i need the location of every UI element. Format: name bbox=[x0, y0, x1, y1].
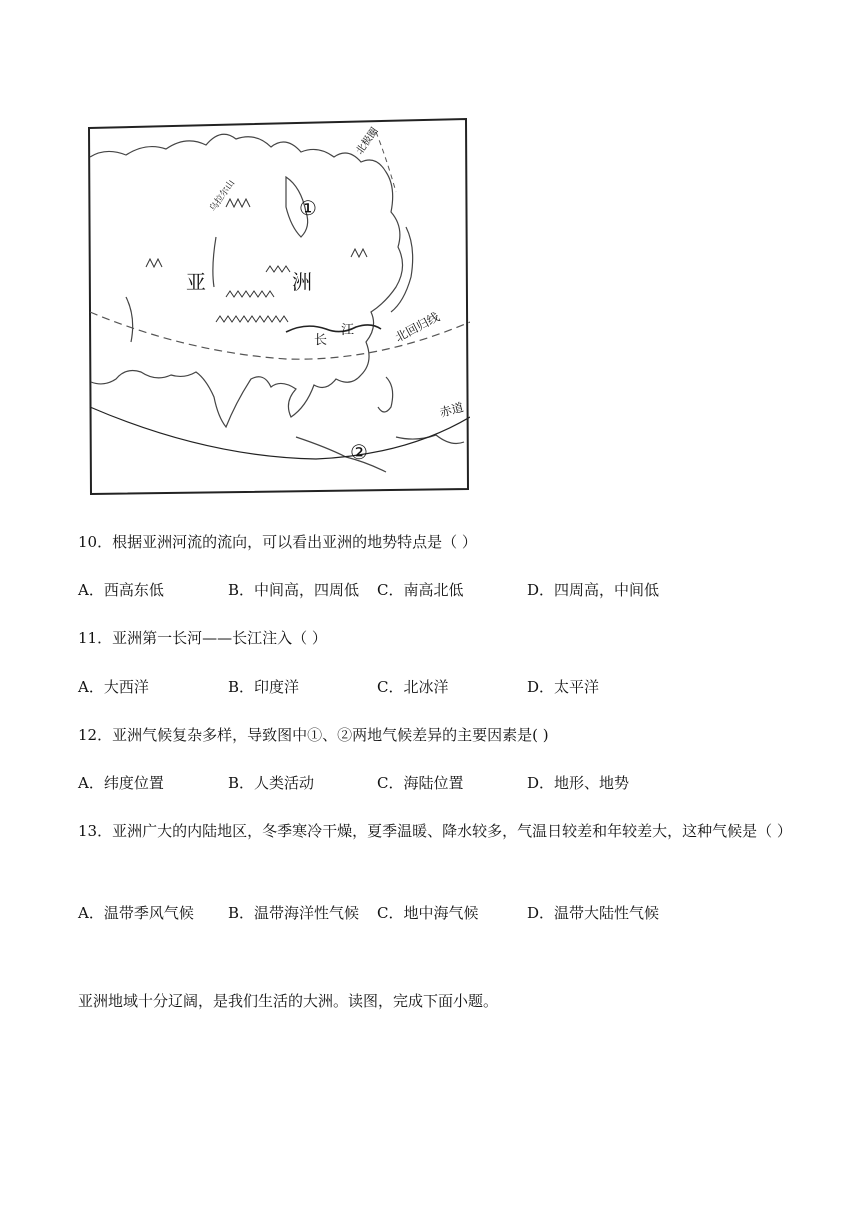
marker-1: ① bbox=[299, 196, 317, 220]
coastline bbox=[90, 134, 464, 472]
changjiang-label-1: 长 bbox=[314, 333, 328, 348]
q10-option-d[interactable]: D．四周高，中间低 bbox=[527, 581, 660, 599]
tropic-label: 北回归线 bbox=[392, 309, 442, 345]
q13-option-b[interactable]: B．温带海洋性气候 bbox=[228, 904, 360, 922]
arctic-label: 北极圈 bbox=[354, 125, 381, 157]
q13-option-d[interactable]: D．温带大陆性气候 bbox=[527, 904, 660, 922]
q10-option-a[interactable]: A．西高东低 bbox=[78, 581, 164, 599]
q12-option-c[interactable]: C．海陆位置 bbox=[377, 774, 464, 792]
question-13-options bbox=[78, 903, 798, 923]
arctic-circle-line bbox=[376, 132, 396, 192]
asia-map bbox=[86, 117, 470, 495]
question-10-options bbox=[78, 580, 798, 600]
marker-2: ② bbox=[350, 440, 368, 464]
q13-option-a[interactable]: A．温带季风气候 bbox=[78, 904, 194, 922]
asia-label-1: 亚 bbox=[186, 270, 206, 294]
question-11-options bbox=[78, 677, 798, 697]
question-10-stem: 10．根据亚洲河流的流向，可以看出亚洲的地势特点是（ ） bbox=[78, 533, 477, 551]
map-frame bbox=[89, 119, 468, 494]
q12-option-d[interactable]: D．地形、地势 bbox=[527, 774, 630, 792]
changjiang-river bbox=[286, 325, 381, 332]
section-intro: 亚洲地域十分辽阔，是我们生活的大洲。读图，完成下面小题。 bbox=[78, 992, 499, 1010]
q12-option-a[interactable]: A．纬度位置 bbox=[78, 774, 164, 792]
q11-option-b[interactable]: B．印度洋 bbox=[228, 678, 300, 696]
q13-option-c[interactable]: C．地中海气候 bbox=[377, 904, 479, 922]
ural-label: 乌拉尔山 bbox=[208, 178, 238, 214]
q12-option-b[interactable]: B．人类活动 bbox=[228, 774, 315, 792]
equator-label: 赤道 bbox=[438, 400, 465, 420]
equator-line bbox=[90, 407, 470, 459]
asia-label-2: 洲 bbox=[292, 270, 312, 294]
question-11-stem: 11．亚洲第一长河——长江注入（ ） bbox=[78, 629, 327, 647]
q11-option-a[interactable]: A．大西洋 bbox=[78, 678, 149, 696]
question-12-options bbox=[78, 773, 798, 793]
q11-option-d[interactable]: D．太平洋 bbox=[527, 678, 600, 696]
q11-option-c[interactable]: C．北冰洋 bbox=[377, 678, 449, 696]
question-13-stem: 13．亚洲广大的内陆地区，冬季寒冷干燥，夏季温暖、降水较多，气温日较差和年较差大，这种气候是（ ） bbox=[78, 822, 792, 840]
q10-option-b[interactable]: B．中间高，四周低 bbox=[228, 581, 360, 599]
mountain-ranges bbox=[146, 199, 367, 322]
changjiang-label-2: 江 bbox=[341, 323, 355, 338]
question-12-stem: 12．亚洲气候复杂多样，导致图中①、②两地气候差异的主要因素是( ) bbox=[78, 726, 549, 744]
q10-option-c[interactable]: C．南高北低 bbox=[377, 581, 464, 599]
